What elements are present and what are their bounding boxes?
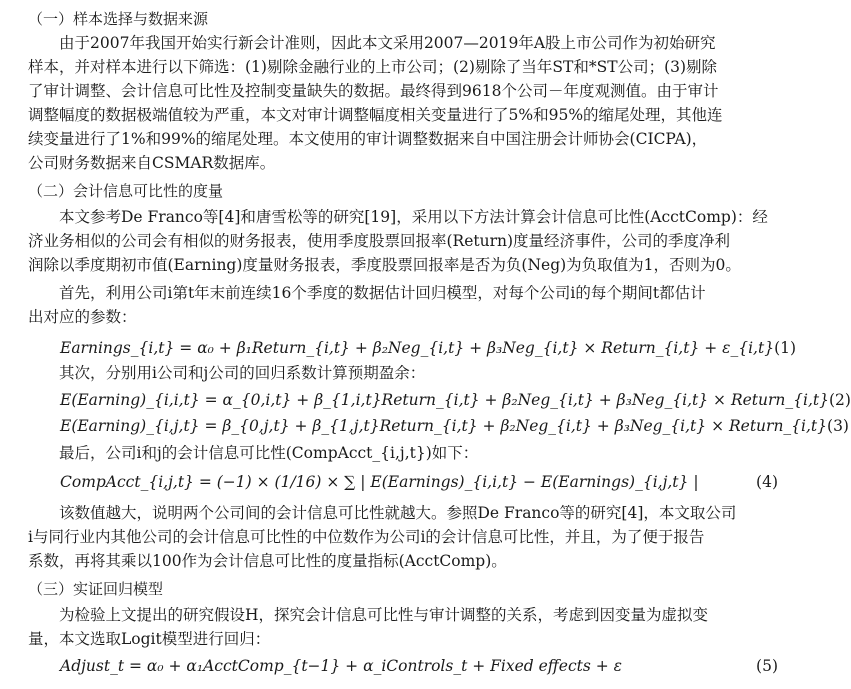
- equation-number: (2): [828, 391, 851, 409]
- equation-5: [60, 654, 778, 678]
- paragraph-line: 首先，利用公司i第t年末前连续16个季度的数据估计回归模型，对每个公司i的每个期间t都估计: [59, 284, 706, 302]
- paragraph-line: 调整幅度的数据极端值较为严重，本文对审计调整幅度相关变量进行了5%和95%的缩尾处理，其他连: [28, 106, 723, 124]
- section-heading-3: （三）实证回归模型: [28, 580, 164, 598]
- equation-number: (1): [774, 339, 797, 357]
- paragraph-line: i与同行业内其他公司的会计信息可比性的中位数作为公司i的会计信息可比性，并且，为了便于报告: [28, 528, 705, 546]
- equation-number: (5): [756, 657, 778, 675]
- paragraph-line: 济业务相似的公司会有相似的财务报表，使用季度股票回报率(Return)度量经济事件，公司的季度净利: [28, 232, 731, 250]
- equation-2: [60, 388, 851, 412]
- equation-text: CompAcct_{i,j,t} = (−1) × (1/16) × ∑ | E(Earnings)_{i,i,t} − E(Earnings)_{i,j,t} |: [60, 473, 699, 491]
- paragraph-line: 出对应的参数：: [28, 308, 137, 326]
- equation-text: E(Earning)_{i,i,t} = α_{0,i,t} + β_{1,i,t}Return_{i,t} + β₂Neg_{i,t} + β₃Neg_{i,t} × Return_{i,t}: [60, 391, 829, 409]
- section-heading-2: （二）会计信息可比性的度量: [28, 182, 224, 200]
- paragraph-line: 量，本文选取Logit模型进行回归：: [28, 630, 271, 648]
- paragraph-line: 样本，并对样本进行以下筛选：(1)剔除金融行业的上市公司；(2)剔除了当年ST和*ST公司；(3)剔除: [28, 58, 718, 76]
- equation-number: (4): [756, 473, 778, 491]
- section-heading-1: （一）样本选择与数据来源: [28, 10, 209, 28]
- paragraph-line: 最后，公司i和j的会计信息可比性(CompAcct_{i,j,t})如下：: [59, 444, 479, 462]
- equation-text: Adjust_t = α₀ + α₁AcctComp_{t−1} + α_iControls_t + Fixed effects + ε: [60, 657, 622, 675]
- paragraph-line: 其次，分别用i公司和j公司的回归系数计算预期盈余：: [59, 364, 426, 382]
- equation-text: Earnings_{i,t} = α₀ + β₁Return_{i,t} + β₂Neg_{i,t} + β₃Neg_{i,t} × Return_{i,t} + ε_{i,t}: [60, 339, 775, 357]
- paragraph-line: 续变量进行了1%和99%的缩尾处理。本文使用的审计调整数据来自中国注册会计师协会(CICPA)，: [28, 130, 708, 148]
- paragraph-line: 了审计调整、会计信息可比性及控制变量缺失的数据。最终得到9618个公司－年度观测值。由于审计: [28, 82, 719, 100]
- equation-4: [60, 470, 778, 494]
- paragraph-line: 该数值越大，说明两个公司间的会计信息可比性就越大。参照De Franco等的研究[4]，本文取公司: [59, 504, 737, 522]
- equation-text: E(Earning)_{i,j,t} = β_{0,j,t} + β_{1,j,t}Return_{i,t} + β₂Neg_{i,t} + β₃Neg_{i,t} × Return_{i,t}: [60, 417, 828, 435]
- equation-3: [60, 414, 849, 438]
- paragraph-line: 系数，再将其乘以100作为会计信息可比性的度量指标(AcctComp)。: [28, 552, 507, 570]
- paragraph-line: 公司财务数据来自CSMAR数据库。: [28, 154, 276, 172]
- paragraph-line: 润除以季度期初市值(Earning)度量财务报表，季度股票回报率是否为负(Neg)为负取值为1，否则为0。: [28, 256, 741, 274]
- paragraph-line: 本文参考De Franco等[4]和唐雪松等的研究[19]，采用以下方法计算会计信息可比性(AcctComp)：经: [59, 208, 768, 226]
- equation-1: [60, 336, 797, 360]
- equation-number: (3): [827, 417, 849, 435]
- paragraph-line: 由于2007年我国开始实行新会计准则，因此本文采用2007—2019年A股上市公司作为初始研究: [59, 34, 716, 52]
- paragraph-line: 为检验上文提出的研究假设H，探究会计信息可比性与审计调整的关系，考虑到因变量为虚拟变: [59, 606, 709, 624]
